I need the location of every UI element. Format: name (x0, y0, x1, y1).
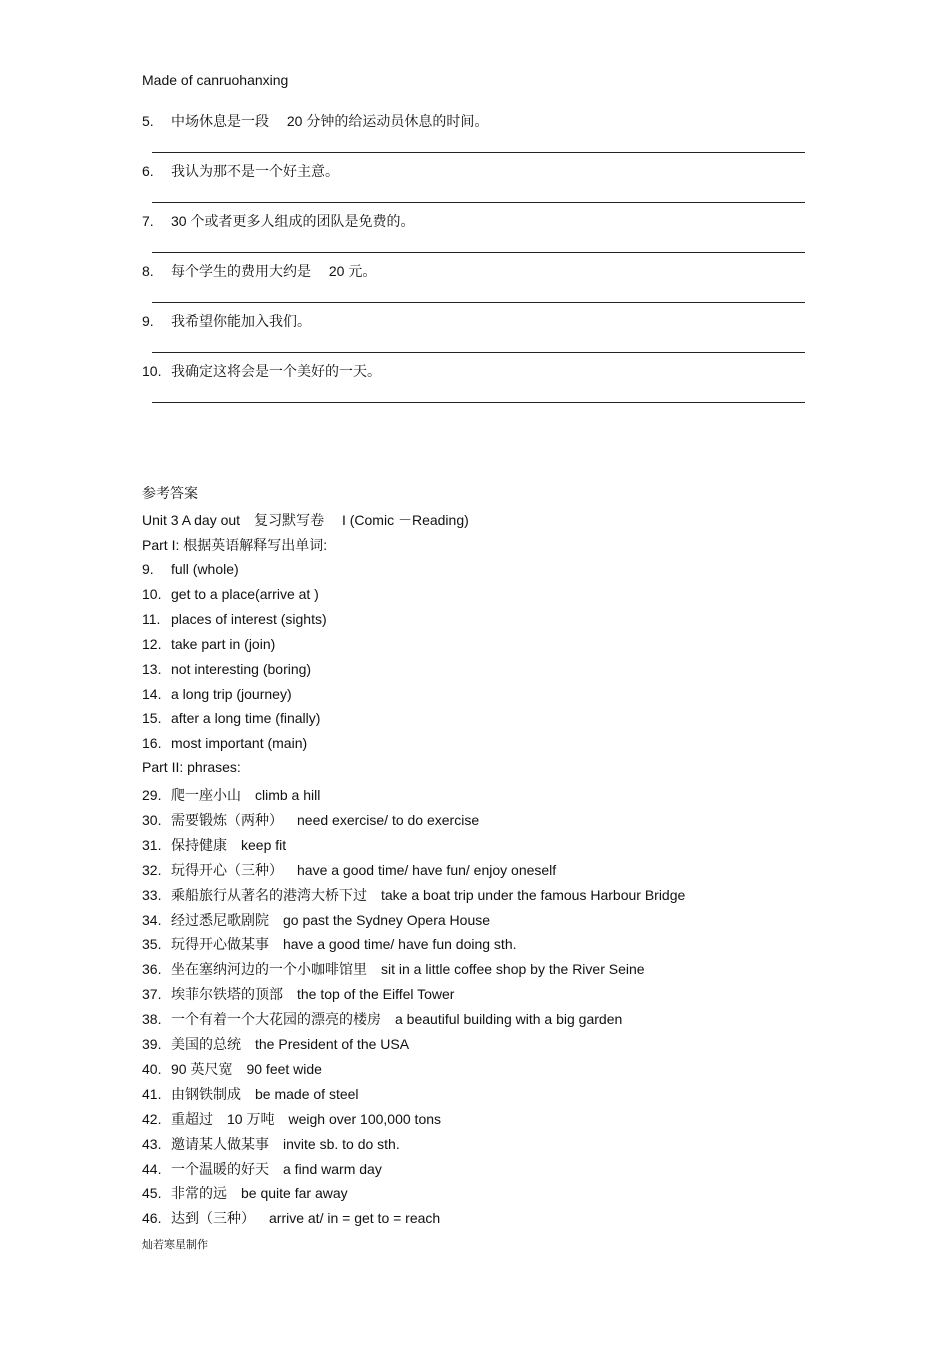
item-english: sit in a little coffee shop by the River Seine (381, 961, 645, 978)
part2-item (142, 1109, 441, 1129)
part1-item (142, 661, 311, 677)
item-chinese: 爬一座小山 (171, 787, 241, 803)
part2-item (142, 785, 320, 805)
part2-item (142, 1034, 409, 1054)
item-number: 10. (142, 585, 162, 602)
page-header: Made of canruohanxing (142, 72, 289, 88)
item-number: 45. (142, 1185, 162, 1202)
item-number: 9. (142, 561, 154, 577)
item-text: not interesting (boring) (171, 660, 312, 677)
part2-item (142, 1009, 622, 1029)
item-number: 34. (142, 911, 162, 928)
item-number: 32. (142, 861, 162, 878)
unit-title: Unit 3 A day out 复习默写卷 I (Comic －Reading) (142, 512, 469, 528)
item-text: get to a place(arrive at ) (171, 585, 319, 602)
question-text: 中场休息是一段 20 分钟的给运动员休息的时间。 (171, 113, 489, 129)
item-english: keep fit (241, 836, 287, 853)
part1-item (142, 586, 319, 602)
item-english: 90 feet wide (246, 1060, 322, 1077)
item-number: 43. (142, 1135, 162, 1152)
item-number: 41. (142, 1085, 162, 1102)
item-chinese: 坐在塞纳河边的一个小咖啡馆里 (171, 961, 367, 978)
item-chinese: 由钢铁制成 (171, 1085, 241, 1102)
question-item (142, 161, 339, 181)
item-english: have a good time/ have fun/ enjoy oneself (297, 861, 557, 878)
item-number: 36. (142, 961, 162, 978)
question-item (142, 111, 488, 131)
question-number: 6. (142, 163, 154, 179)
item-english: arrive at/ in = get to = reach (269, 1210, 441, 1227)
item-number: 33. (142, 886, 162, 903)
item-english: invite sb. to do sth. (283, 1135, 400, 1152)
part2-item (142, 885, 685, 905)
question-text: 30 个或者更多人组成的团队是免费的。 (171, 213, 415, 229)
item-chinese: 一个有着一个大花园的漂亮的楼房 (171, 1011, 381, 1028)
answer-line[interactable] (152, 402, 805, 403)
item-number: 14. (142, 685, 162, 702)
item-english: the President of the USA (255, 1036, 410, 1052)
item-number: 16. (142, 735, 162, 752)
part2-item (142, 1134, 400, 1154)
item-text: take part in (join) (171, 635, 276, 652)
part1-title: Part I: 根据英语解释写出单词: (142, 537, 328, 553)
part2-item (142, 810, 479, 830)
part2-item (142, 910, 490, 930)
item-number: 15. (142, 710, 162, 727)
question-item (142, 311, 311, 331)
item-number: 35. (142, 936, 162, 953)
item-text: a long trip (journey) (171, 685, 292, 702)
item-text: places of interest (sights) (171, 610, 327, 627)
part2-item (142, 959, 645, 979)
item-english: the top of the Eiffel Tower (297, 986, 455, 1003)
item-chinese: 非常的远 (171, 1185, 227, 1202)
question-number: 8. (142, 263, 154, 279)
part1-item (142, 735, 307, 751)
item-number: 31. (142, 836, 162, 853)
item-chinese: 美国的总统 (171, 1036, 241, 1052)
part1-item (142, 710, 320, 726)
question-item (142, 261, 376, 281)
item-english: be quite far away (241, 1185, 348, 1202)
question-text: 每个学生的费用大约是 20 元。 (171, 263, 377, 279)
question-item (142, 211, 414, 231)
question-item (142, 361, 381, 381)
item-number: 38. (142, 1011, 162, 1028)
answer-line[interactable] (152, 202, 805, 203)
part1-item (142, 636, 275, 652)
item-number: 46. (142, 1210, 162, 1227)
part2-item (142, 835, 286, 855)
item-number: 44. (142, 1160, 162, 1177)
item-number: 39. (142, 1036, 162, 1052)
answer-line[interactable] (152, 352, 805, 353)
item-chinese: 达到（三种） (171, 1210, 255, 1227)
question-number: 10. (142, 363, 162, 379)
item-english: take a boat trip under the famous Harbour Bridge (381, 886, 686, 903)
question-number: 5. (142, 113, 154, 129)
answer-line[interactable] (152, 252, 805, 253)
item-text: most important (main) (171, 735, 308, 752)
item-chinese: 埃菲尔铁塔的顶部 (171, 986, 283, 1003)
part1-item (142, 686, 292, 702)
question-number: 7. (142, 213, 154, 229)
item-number: 30. (142, 811, 162, 828)
question-text: 我希望你能加入我们。 (171, 313, 311, 329)
item-english: need exercise/ to do exercise (297, 811, 480, 828)
part2-title: Part II: phrases: (142, 759, 241, 775)
item-chinese: 经过悉尼歌剧院 (171, 911, 269, 928)
question-number: 9. (142, 313, 154, 329)
part2-item (142, 1183, 348, 1203)
item-chinese: 玩得开心做某事 (171, 936, 269, 953)
part2-item (142, 934, 517, 954)
part2-item (142, 860, 556, 880)
item-english: a beautiful building with a big garden (395, 1011, 623, 1028)
question-text: 我确定这将会是一个美好的一天。 (171, 363, 381, 379)
item-number: 37. (142, 986, 162, 1003)
item-english: climb a hill (255, 787, 321, 803)
item-english: weigh over 100,000 tons (288, 1110, 442, 1127)
part2-item (142, 1084, 359, 1104)
item-english: have a good time/ have fun doing sth. (283, 936, 517, 953)
part2-item (142, 984, 454, 1004)
item-number: 13. (142, 660, 162, 677)
item-english: go past the Sydney Opera House (283, 911, 491, 928)
item-chinese: 玩得开心（三种） (171, 861, 283, 878)
item-english: a find warm day (283, 1160, 382, 1177)
item-english: be made of steel (255, 1085, 359, 1102)
answer-line[interactable] (152, 152, 805, 153)
item-chinese: 需要锻炼（两种） (171, 811, 283, 828)
item-number: 29. (142, 787, 162, 803)
item-chinese: 90 英尺宽 (171, 1060, 233, 1077)
item-number: 11. (142, 610, 161, 627)
item-text: full (whole) (171, 561, 239, 577)
item-chinese: 保持健康 (171, 836, 227, 853)
item-chinese: 乘船旅行从著名的港湾大桥下过 (171, 886, 367, 903)
item-number: 12. (142, 635, 162, 652)
part1-item (142, 611, 327, 627)
page-footer: 灿若寒星制作 (142, 1238, 208, 1251)
part2-item (142, 1159, 382, 1179)
item-chinese: 一个温暖的好天 (171, 1160, 269, 1177)
item-text: after a long time (finally) (171, 710, 321, 727)
question-text: 我认为那不是一个好主意。 (171, 163, 339, 179)
part2-item (142, 1059, 322, 1079)
item-chinese: 重超过 10 万吨 (171, 1110, 275, 1127)
part2-item (142, 1208, 440, 1228)
part1-item (142, 561, 239, 577)
item-number: 40. (142, 1060, 162, 1077)
answers-title: 参考答案 (142, 485, 198, 501)
item-number: 42. (142, 1110, 162, 1127)
answer-line[interactable] (152, 302, 805, 303)
item-chinese: 邀请某人做某事 (171, 1135, 269, 1152)
